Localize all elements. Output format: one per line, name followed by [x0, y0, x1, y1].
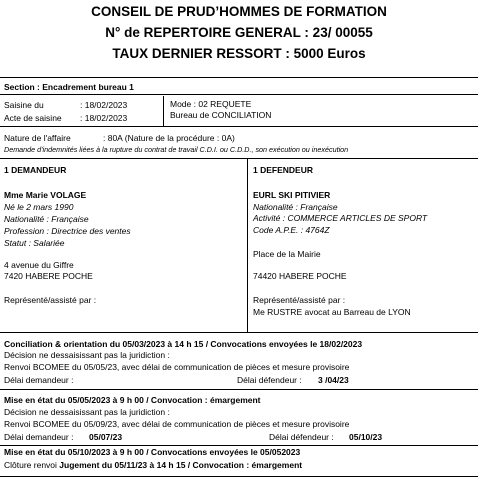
- conciliation-title: Conciliation & orientation du 05/03/2023 à 14 h 15 / Convocations envoyées le 18/02/2023: [4, 339, 363, 349]
- mise-en-etat-1-delai-demandeur-value: 05/07/23: [89, 432, 123, 442]
- defendeur-heading: 1 DEFENDEUR: [253, 165, 313, 175]
- taux-ressort: TAUX DERNIER RESSORT : 5000 Euros: [112, 46, 366, 61]
- mise-en-etat-1-delai-demandeur-label: Délai demandeur :: [4, 432, 74, 442]
- cloture-line: [4, 460, 302, 470]
- jugement-convocation: Jugement du 05/11/23 à 14 h 15 / Convocation : émargement: [59, 460, 303, 470]
- defendeur-address2: 74420 HABERE POCHE: [253, 271, 347, 281]
- nature-label: Nature de l'affaire: [4, 133, 71, 143]
- defendeur-represented: Représenté/assisté par :: [253, 295, 346, 305]
- demandeur-birth: Né le 2 mars 1990: [4, 202, 74, 212]
- demandeur-status: Statut : Salariée: [4, 238, 65, 248]
- mise-en-etat-2-title: Mise en état du 05/10/2023 à 9 h 00 / Convocations envoyées le 05/052023: [4, 447, 301, 457]
- conciliation-decision: Décision ne dessaisissant pas la juridiction :: [4, 350, 170, 360]
- court-title: CONSEIL DE PRUD’HOMMES DE FORMATION: [91, 4, 387, 19]
- divider: [0, 126, 478, 127]
- demande-description: Demande d'indemnités liées à la rupture du contrat de travail C.D.I. ou C.D.D., son exécution ou inexécution: [4, 145, 349, 154]
- defendeur-lawyer: Me RUSTRE avocat au Barreau de LYON: [253, 307, 411, 317]
- demandeur-profession: Profession : Directrice des ventes: [4, 226, 131, 236]
- repertoire-number: N° de REPERTOIRE GENERAL : 23/ 00055: [105, 25, 373, 40]
- mise-en-etat-1-delai-defendeur-label: Délai défendeur :: [269, 432, 334, 442]
- divider: [0, 94, 478, 95]
- demandeur-represented: Représenté/assisté par :: [4, 295, 97, 305]
- demandeur-name: Mme Marie VOLAGE: [4, 190, 87, 200]
- saisine-value: : 18/02/2023: [80, 100, 128, 110]
- divider: [0, 389, 478, 390]
- divider: [0, 332, 478, 333]
- saisine-label: Saisine du: [4, 100, 44, 110]
- demandeur-address2: 7420 HABERE POCHE: [4, 271, 93, 281]
- defendeur-ape: Code A.P.E. : 4764Z: [253, 225, 330, 235]
- demandeur-nationality: Nationalité : Française: [4, 214, 89, 224]
- defendeur-name: EURL SKI PITIVIER: [253, 190, 331, 200]
- mode: Mode : 02 REQUETE: [170, 99, 252, 109]
- divider: [0, 77, 478, 78]
- section-line: Section : Encadrement bureau 1: [4, 82, 134, 92]
- mise-en-etat-1-delai-defendeur-value: 05/10/23: [349, 432, 383, 442]
- mise-en-etat-1-title: Mise en état du 05/05/2023 à 9 h 00 / Convocation : émargement: [4, 395, 261, 405]
- conciliation-renvoi: Renvoi BCOMEE du 05/05/23, avec délai de communication de pièces et mesure provisoire: [4, 362, 350, 372]
- divider: [247, 158, 248, 332]
- acte-label: Acte de saisine: [4, 113, 62, 123]
- mise-en-etat-1-renvoi: Renvoi BCOMEE du 05/09/23, avec délai de communication de pièces et mesure provisoire: [4, 419, 350, 429]
- nature-value: : 80A (Nature de la procédure : 0A): [103, 133, 235, 143]
- defendeur-address1: Place de la Mairie: [253, 249, 321, 259]
- acte-value: : 18/02/2023: [80, 113, 128, 123]
- cloture-prefix: Clôture renvoi: [4, 460, 60, 470]
- divider: [163, 96, 164, 126]
- bureau: Bureau de CONCILIATION: [170, 110, 272, 120]
- conciliation-delai-defendeur-label: Délai défendeur :: [237, 375, 302, 385]
- conciliation-delai-demandeur-label: Délai demandeur :: [4, 375, 74, 385]
- divider: [0, 476, 478, 477]
- demandeur-heading: 1 DEMANDEUR: [4, 165, 67, 175]
- defendeur-activity: Activité : COMMERCE ARTICLES DE SPORT: [253, 213, 428, 223]
- defendeur-nationality: Nationalité : Française: [253, 202, 338, 212]
- conciliation-delai-defendeur-value: 3 /04/23: [318, 375, 349, 385]
- demandeur-address1: 4 avenue du Giffre: [4, 260, 74, 270]
- mise-en-etat-1-decision: Décision ne dessaisissant pas la juridiction :: [4, 407, 170, 417]
- divider: [0, 445, 478, 446]
- divider: [0, 158, 478, 159]
